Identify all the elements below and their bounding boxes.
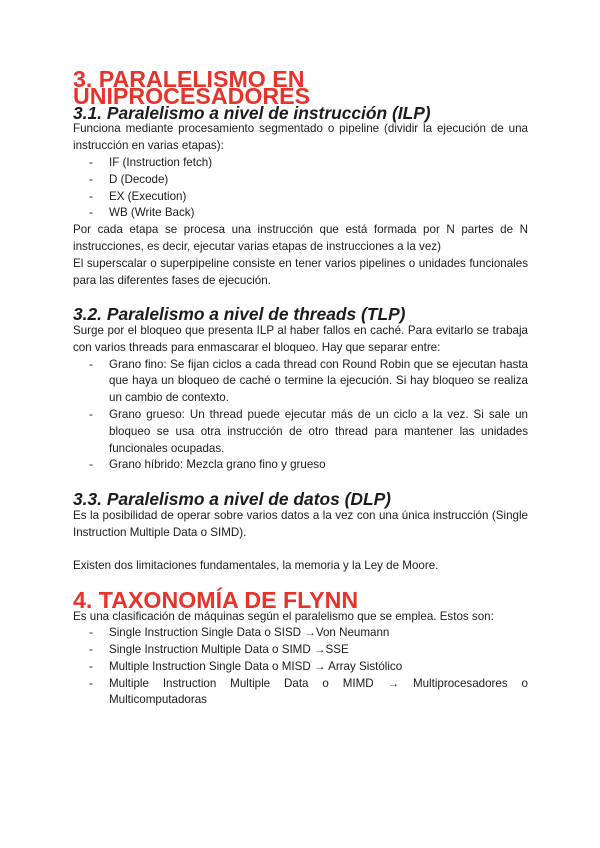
thread-grain-list: [73, 357, 528, 475]
ilp-heading: 3.1. Paralelismo a nivel de instrucción (ILP): [73, 102, 431, 123]
tlp-heading: 3.2. Paralelismo a nivel de threads (TLP): [73, 304, 406, 325]
list-item: - Multiple Instruction Single Data o MISD → Array Sistólico: [89, 659, 528, 676]
list-item: - Multiple Instruction Multiple Data o MIMD → Multiprocesadores o Multicomputadoras: [89, 676, 528, 710]
limits-paragraph: Existen dos limitaciones fundamentales, la memoria y la Ley de Moore.: [73, 559, 439, 573]
flynn-taxonomy-list: [73, 625, 528, 709]
list-item: - WB (Write Back): [89, 205, 528, 222]
superscalar-paragraph: El superscalar o superpipeline consiste en tener varios pipelines o unidades funcionales para las diferentes fases de ejecución.: [73, 256, 528, 287]
list-item: - IF (Instruction fetch): [89, 155, 528, 172]
ilp-paragraph: Por cada etapa se procesa una instrucción que está formada por N partes de N instrucciones, es decir, ejecutar varias etapas de instrucciones a la vez): [73, 223, 528, 253]
section-3-heading: 3. PARALELISMO EN UNIPROCESADORES: [73, 66, 311, 109]
tlp-intro: Surge por el bloqueo que presenta ILP al haber fallos en caché. Para evitarlo se trabaja con varios threads para enmascarar el bloqueo. Hay que separar entre:: [73, 323, 528, 354]
list-item: - Grano fino: Se fijan ciclos a cada thread con Round Robin que se ejecutan hasta que haya un bloqueo de caché o termine la ejecución. Si hay bloqueo se realiza un cambio de contexto.: [89, 357, 528, 407]
pipeline-stages-list: [73, 155, 528, 222]
list-item: - Grano grueso: Un thread puede ejecutar más de un ciclo a la vez. Si sale un bloqueo se usa otra instrucción de otro thread para mantener las unidades funcionales ocupadas.: [89, 407, 528, 457]
list-item: - EX (Execution): [89, 189, 528, 206]
ilp-intro: Funciona mediante procesamiento segmentado o pipeline (dividir la ejecución de una instrucción en varias etapas):: [73, 122, 528, 153]
dlp-heading: 3.3. Paralelismo a nivel de datos (DLP): [73, 488, 391, 509]
list-item: - D (Decode): [89, 172, 528, 189]
list-item: - Single Instruction Single Data o SISD →Von Neumann: [89, 625, 528, 642]
document-page: [73, 66, 528, 709]
list-item: - Single Instruction Multiple Data o SIMD →SSE: [89, 642, 528, 659]
dlp-paragraph: Es la posibilidad de operar sobre varios datos a la vez con una única instrucción (Single Instruction Multiple Data o SIMD).: [73, 508, 528, 539]
spacer: [73, 541, 528, 558]
section-4-heading: 4. TAXONOMÍA DE FLYNN: [73, 586, 359, 613]
flynn-intro: Es una clasificación de máquinas según el paralelismo que se emplea. Estos son:: [73, 609, 494, 623]
list-item: - Grano híbrido: Mezcla grano fino y grueso: [89, 457, 528, 474]
